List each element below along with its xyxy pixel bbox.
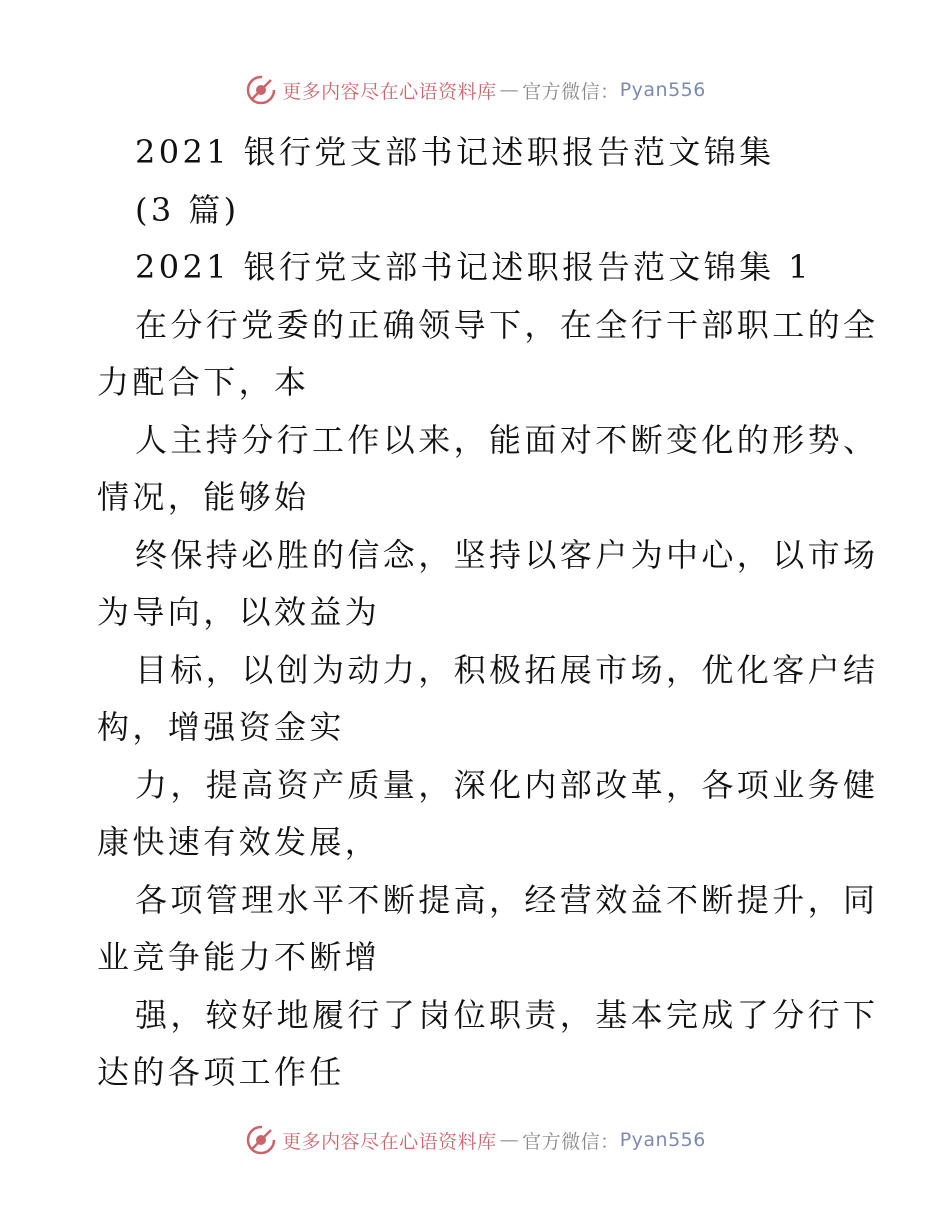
footer-watermark	[0, 1120, 950, 1160]
watermark-account: Pyan556	[619, 1129, 706, 1151]
document-line: 构，增强资金实	[97, 708, 345, 746]
document-line: 2021 银行党支部书记述职报告范文锦集	[135, 133, 775, 171]
document-line: 在分行党委的正确领导下，在全行干部职工的全	[135, 305, 879, 344]
header-watermark	[0, 70, 950, 110]
watermark-main-text: 更多内容尽在心语资料库	[282, 1130, 497, 1153]
watermark-account: Pyan556	[619, 79, 706, 101]
document-line: 2021 银行党支部书记述职报告范文锦集 1	[135, 248, 812, 286]
document-line: 强，较好地履行了岗位职责，基本完成了分行下	[135, 995, 879, 1034]
document-line: (3 篇)	[135, 190, 240, 229]
document-line: 终保持必胜的信念，坚持以客户为中心，以市场	[135, 535, 879, 574]
document-line: 力配合下，本	[97, 363, 310, 401]
document-line: 康快速有效发展，	[97, 823, 381, 861]
brand-logo-icon	[244, 73, 278, 107]
document-line: 情况，能够始	[97, 478, 310, 516]
watermark-wechat-label: 官方微信：	[522, 1130, 620, 1153]
document-line: 业竞争能力不断增	[97, 938, 381, 976]
document-line: 力，提高资产质量，深化内部改革，各项业务健	[135, 765, 879, 804]
document-body	[97, 124, 879, 1102]
document-line: 达的各项工作任	[97, 1053, 345, 1091]
document-line: 为导向，以效益为	[97, 593, 381, 631]
watermark-dash: —	[499, 1129, 520, 1151]
brand-logo-icon	[244, 1123, 278, 1157]
document-line: 各项管理水平不断提高，经营效益不断提升，同	[135, 880, 879, 919]
watermark-dash: —	[499, 79, 520, 101]
watermark-main-text: 更多内容尽在心语资料库	[282, 80, 497, 103]
watermark-wechat-label: 官方微信：	[522, 80, 620, 103]
document-line: 目标，以创为动力，积极拓展市场，优化客户结	[135, 650, 879, 689]
document-line: 人主持分行工作以来，能面对不断变化的形势、	[135, 420, 879, 459]
